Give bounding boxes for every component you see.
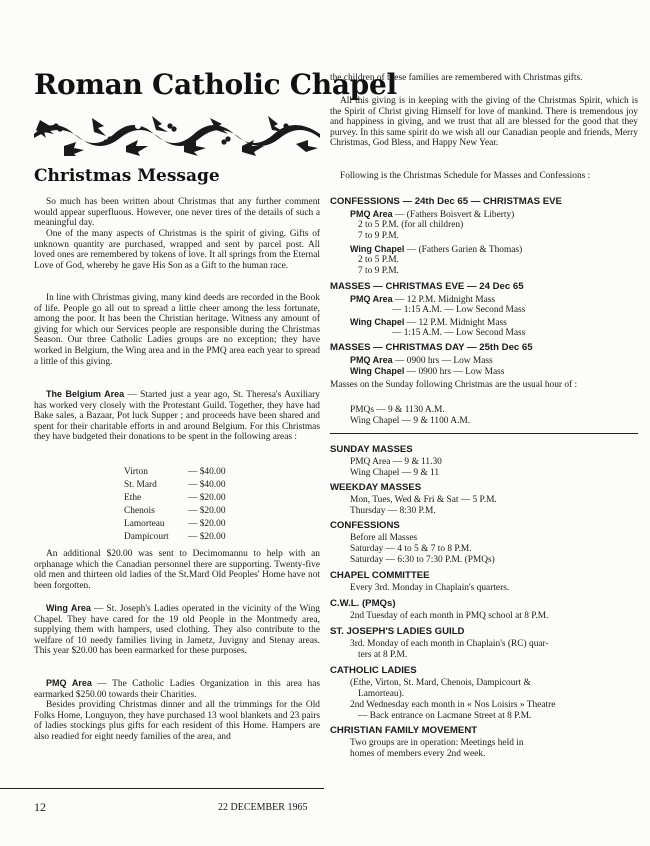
eve-pmq-label: PMQ Area — [350, 294, 393, 304]
day-pmq: — 0900 hrs — Low Mass — [392, 356, 493, 366]
donation-place: Virton — [124, 467, 148, 477]
heading-christian-family: CHRISTIAN FAMILY MOVEMENT — [330, 725, 478, 736]
heading-masses-day: MASSES — CHRISTMAS DAY — 25th Dec 65 — [330, 342, 533, 353]
donation-amount: — $20.00 — [188, 506, 226, 516]
guild-line: 3rd. Monday of each month in Chaplain's (RC) quar- — [350, 639, 549, 649]
cwl-line: 2nd Tuesday of each month in PMQ school at 8 P.M. — [350, 611, 549, 621]
heading-cwl: C.W.L. (PMQs) — [330, 598, 396, 609]
heading-catholic-ladies: CATHOLIC LADIES — [330, 665, 417, 676]
paragraph-besides: Besides providing Christmas dinner and all the trimmings for the Old Folks Home, Longuyon, they have purchased 13 wool blankets and 23 pairs of ladies stockings plus gifts for each resident of this Home. Hampers are also readied for eight needy families of the area, and — [34, 700, 320, 742]
ladies-line: 2nd Wednesday each month in « Nos Loisirs » Theatre — [350, 700, 556, 710]
eve-pmq-2: — 1:15 A.M. — Low Second Mass — [392, 305, 526, 315]
day-wing: — 0900 hrs — Low Mass — [404, 367, 505, 377]
donation-amount: — $40.00 — [188, 480, 226, 490]
paragraph-sunday-after: Masses on the Sunday following Christmas are the usual hour of : — [330, 380, 578, 390]
eve-wing-1: — 12 P.M. Midnight Mass — [404, 318, 507, 328]
day-pmq-line — [350, 355, 493, 367]
conf-wing-time-1: 2 to 5 P.M. — [358, 255, 399, 265]
wing-heading: Wing Area — [46, 603, 91, 613]
footer-rule — [0, 788, 324, 789]
section-heading: Christmas Message — [34, 166, 220, 186]
weekday-line: Mon, Tues, Wed & Fri & Sat — 5 P.M. — [350, 495, 497, 505]
sunday-masses-line: PMQ Area — 9 & 11.30 — [350, 457, 442, 467]
donation-amount: — $20.00 — [188, 519, 226, 529]
ladies-line: — Back entrance on Lacmane Street at 8 P.M. — [358, 711, 532, 721]
donation-place: Chenois — [124, 506, 155, 516]
day-wing-line — [350, 366, 504, 378]
conf-wing-time-2: 7 to 9 P.M. — [358, 266, 399, 276]
pmq-heading: PMQ Area — [46, 678, 92, 688]
sunday-masses-line: Wing Chapel — 9 & 11 — [350, 468, 440, 478]
donation-place: Lamorteau — [124, 519, 165, 529]
paragraph-pmq — [34, 678, 320, 700]
paragraph-belgium — [34, 389, 320, 443]
eve-wing-line — [350, 317, 507, 329]
donation-place: St. Mard — [124, 480, 157, 490]
eve-pmq-1: — 12 P.M. Midnight Mass — [392, 295, 496, 305]
guild-line: ters at 8 P.M. — [358, 650, 408, 660]
ladies-line: (Ethe, Virton, St. Mard, Chenois, Dampicourt & — [350, 678, 531, 688]
sunday-wing-time: Wing Chapel — 9 & 1100 A.M. — [350, 416, 471, 426]
donation-amount: — $40.00 — [188, 467, 226, 477]
sunday-pmq-time: PMQs — 9 & 1130 A.M. — [350, 405, 445, 415]
section-divider — [330, 433, 638, 434]
day-wing-label: Wing Chapel — [350, 366, 405, 376]
paragraph-all-giving: All this giving is in keeping with the giving of the Christmas Spirit, which is the Spirit of Christ giving Himself for love of mankind. There is tremendous joy and happiness in giving, and we trust that all are blessed for the good that they purvey. In this same spirit do we wish all our Canadian people and friends, Merry Christmas, God Bless, and Happy New Year. — [330, 96, 638, 149]
confessions-line: Saturday — 6:30 to 7:30 P.M. (PMQs) — [350, 555, 495, 565]
weekday-line: Thursday — 8:30 P.M. — [350, 506, 436, 516]
conf-pmq-time-2: 7 to 9 P.M. — [358, 231, 399, 241]
paragraph-aspects: One of the many aspects of Christmas is the spirit of giving. Gifts of unknown quantity are purchased, wrapped and sent by parcel post. All loved ones are remembered by tokens of love. It all springs from the Eternal Love of God, whereby he gave His Son as a Gift to the human race. — [34, 229, 320, 271]
page-title: Roman Catholic Chapel — [34, 68, 397, 101]
heading-masses-eve: MASSES — CHRISTMAS EVE — 24 Dec 65 — [330, 281, 524, 292]
donation-place: Ethe — [124, 493, 142, 503]
conf-pmq-time-1: 2 to 5 P.M. (for all children) — [358, 220, 464, 230]
heading-confessions: CONFESSIONS — [330, 520, 400, 531]
conf-pmq-line — [350, 209, 514, 221]
issue-date: 22 DECEMBER 1965 — [218, 802, 308, 813]
conf-pmq-note: — (Fathers Boisvert & Liberty) — [392, 210, 515, 220]
heading-confessions-eve: CONFESSIONS — 24th Dec 65 — CHRISTMAS EVE — [330, 196, 562, 207]
paragraph-intro: So much has been written about Christmas that any further comment would appear superfluous. However, one never tires of the details of such a meaningful day. — [34, 197, 320, 229]
donation-place: Dampicourt — [124, 532, 169, 542]
ladies-line: Lamorteau). — [358, 689, 405, 699]
eve-wing-2: — 1:15 A.M. — Low Second Mass — [392, 328, 526, 338]
belgium-heading: The Belgium Area — [46, 389, 125, 399]
committee-line: Every 3rd. Monday in Chaplain's quarters. — [350, 583, 510, 593]
pmq-text: — The Catholic Ladies Organization in this area has earmarked $250.00 towards their Charities. — [34, 679, 320, 700]
paragraph-following: Following is the Christmas Schedule for Masses and Confessions : — [340, 171, 591, 181]
confessions-line: Before all Masses — [350, 533, 418, 543]
wing-text: — St. Joseph's Ladies operated in the vicinity of the Wing Chapel. They have cared for the 19 old People in the Montmedy area, supplying them with hampers, used clothing. They also contribute to the welfare of 10 needy families living in Jametz, Juvigny and Stenay areas. This year $20.00 has been earmarked for these purposes. — [34, 604, 320, 657]
paragraph-wing — [34, 603, 320, 657]
paragraph-continued: the children of these families are remembered with Christmas gifts. — [330, 73, 583, 83]
eve-wing-label: Wing Chapel — [350, 317, 405, 327]
heading-sunday-masses: SUNDAY MASSES — [330, 444, 413, 455]
donation-amount: — $20.00 — [188, 493, 226, 503]
conf-pmq-label: PMQ Area — [350, 209, 393, 219]
cfm-line: Two groups are in operation: Meetings held in — [350, 738, 524, 748]
belgium-text: — Started just a year ago, St. Theresa's Auxiliary has worked very closely with the Protestant Guild. Together, they have had Bake sales, a Bazaar, Pot luck Supper ; and proceeds have been shared and spent for their charitable efforts in and around Belgium. For this Christmas they have budgeted their donations to be spent in the following areas : — [34, 390, 320, 443]
confessions-line: Saturday — 4 to 5 & 7 to 8 P.M. — [350, 544, 472, 554]
heading-ladies-guild: ST. JOSEPH'S LADIES GUILD — [330, 626, 465, 637]
conf-wing-note: — (Fathers Garien & Thomas) — [404, 245, 523, 255]
holly-ornament-banner — [34, 112, 320, 156]
heading-chapel-committee: CHAPEL COMMITTEE — [330, 570, 430, 581]
page-number: 12 — [34, 800, 46, 814]
paragraph-giving: In line with Christmas giving, many kind deeds are recorded in the Book of life. People go all out to spread a little cheer among the less fortunate, among the poor. It has been the Christian heritage. Witness any amount of giving for which our Services people are responsible during the Christmas Season. Our three Catholic Ladies groups are no exception; they have worked in Belgium, the Wing area and in the PMQ area each year to spread a little of this giving. — [34, 293, 320, 367]
day-pmq-label: PMQ Area — [350, 355, 393, 365]
conf-wing-label: Wing Chapel — [350, 244, 405, 254]
cfm-line: homes of members every 2nd week. — [350, 749, 486, 759]
conf-wing-line — [350, 244, 522, 256]
eve-pmq-line — [350, 294, 495, 306]
paragraph-additional: An additional $20.00 was sent to Decimomannu to help with an orphanage which the Canadian personnel there are supporting. Twenty-five old men and thirteen old ladies of the St.Mard Old Peoples' Home have not been forgotten. — [34, 549, 320, 591]
donation-amount: — $20.00 — [188, 532, 226, 542]
heading-weekday-masses: WEEKDAY MASSES — [330, 482, 422, 493]
